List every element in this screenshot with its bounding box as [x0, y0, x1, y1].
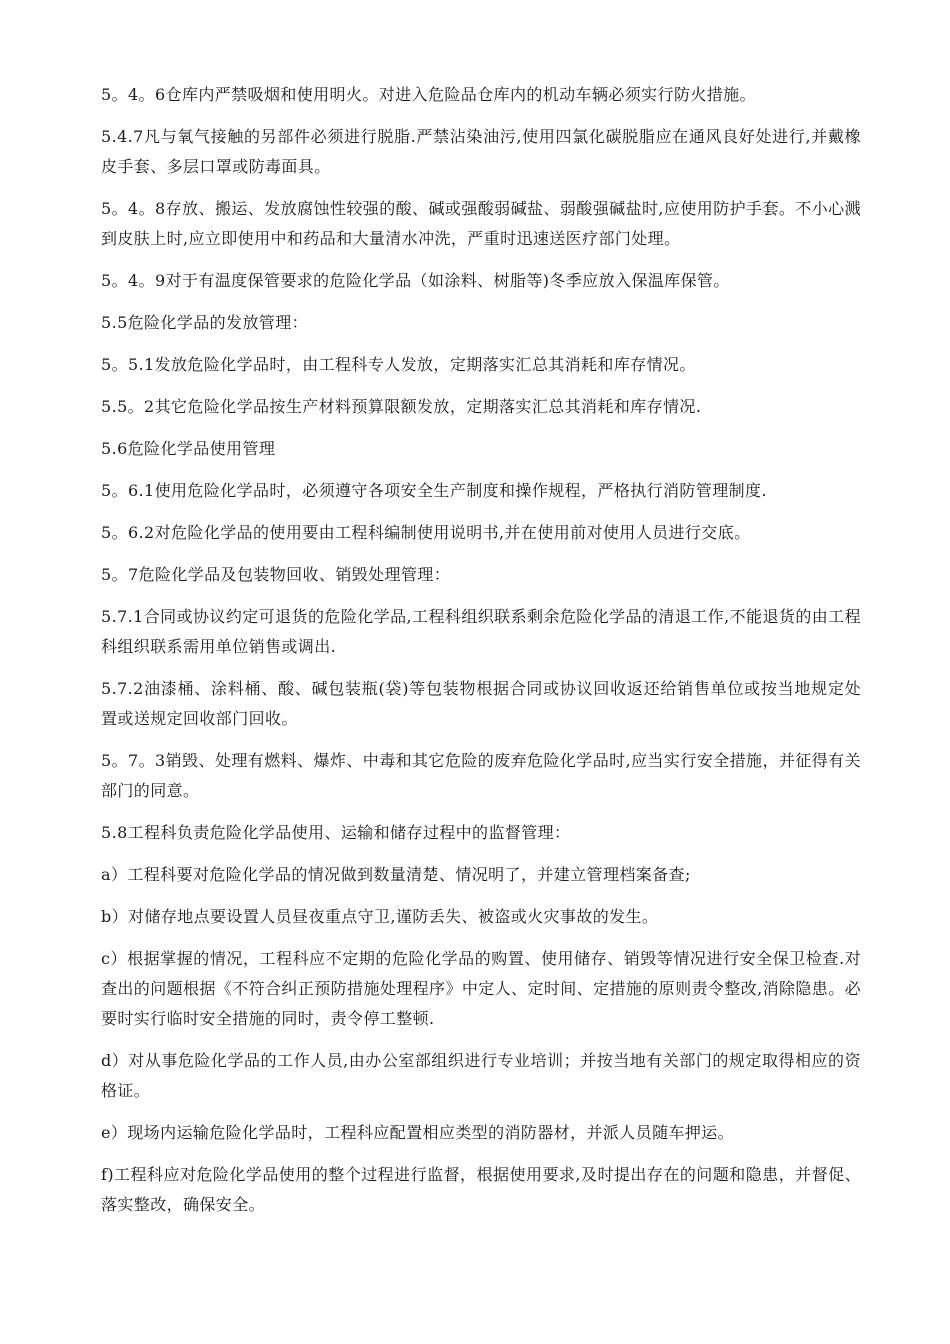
- list-item-d: d）对从事危险化学品的工作人员,由办公室部组织进行专业培训；并按当地有关部门的规定取得相应的资格证。: [101, 1051, 861, 1100]
- list-item-c: c）根据掌握的情况，工程科应不定期的危险化学品的购置、使用储存、销毁等情况进行安全保卫检查.对查出的问题根据《不符合纠正预防措施处理程序》中定人、定时间、定措施的原则责令整改,消除隐患。必要时实行临时安全措施的同时，责令停工整顿.: [101, 949, 861, 1028]
- paragraph-5-5-1: 5。5.1发放危险化学品时，由工程科专人发放，定期落实汇总其消耗和库存情况。: [101, 355, 696, 374]
- paragraph-5-7-1: 5.7.1合同或协议约定可退货的危险化学品,工程科组织联系剩余危险化学品的清退工作,不能退货的由工程科组织联系需用单位销售或调出.: [101, 607, 861, 656]
- paragraph-5-5-2: 5.5。2其它危险化学品按生产材料预算限额发放，定期落实汇总其消耗和库存情况.: [101, 397, 702, 416]
- document-body: [101, 80, 861, 1232]
- paragraph-5-6-2: 5。6.2对危险化学品的使用要由工程科编制使用说明书,并在使用前对使用人员进行交底。: [101, 523, 751, 542]
- paragraph-5-7-2: 5.7.2油漆桶、涂料桶、酸、碱包装瓶(袋)等包装物根据合同或协议回收返还给销售单位或按当地规定处置或送规定回收部门回收。: [101, 679, 861, 728]
- list-item-b: b）对储存地点要设置人员昼夜重点守卫,谨防丢失、被盗或火灾事故的发生。: [101, 907, 659, 926]
- section-heading-5-8: 5.8工程科负责危险化学品使用、运输和储存过程中的监督管理：: [101, 823, 571, 842]
- section-heading-5-6: 5.6危险化学品使用管理: [101, 439, 276, 458]
- paragraph-5-4-6: 5。4。6仓库内严禁吸烟和使用明火。对进入危险品仓库内的机动车辆必须实行防火措施。: [101, 85, 756, 104]
- list-item-f: f)工程科应对危险化学品使用的整个过程进行监督，根据使用要求,及时提出存在的问题和隐患，并督促、落实整改，确保安全。: [101, 1165, 861, 1214]
- section-heading-5-7: 5。7危险化学品及包装物回收、销毁处理管理：: [101, 565, 451, 584]
- paragraph-5-6-1: 5。6.1使用危险化学品时，必须遵守各项安全生产制度和操作规程，严格执行消防管理制度.: [101, 481, 767, 500]
- section-heading-5-5: 5.5危险化学品的发放管理：: [101, 313, 309, 332]
- paragraph-5-7-3: 5。7。3销毁、处理有燃料、爆炸、中毒和其它危险的废弃危险化学品时,应当实行安全措施，并征得有关部门的同意。: [101, 751, 861, 800]
- list-item-a: a）工程科要对危险化学品的情况做到数量清楚、情况明了，并建立管理档案备查;: [101, 865, 691, 884]
- paragraph-5-4-8: 5。4。8存放、搬运、发放腐蚀性较强的酸、碱或强酸弱碱盐、弱酸强碱盐时,应使用防护手套。不小心溅到皮肤上时,应立即使用中和药品和大量清水冲洗，严重时迅速送医疗部门处理。: [101, 199, 861, 248]
- paragraph-5-4-7: 5.4.7凡与氧气接触的另部件必须进行脱脂.严禁沾染油污,使用四氯化碳脱脂应在通风良好处进行,并戴橡皮手套、多层口罩或防毒面具。: [101, 127, 861, 176]
- paragraph-5-4-9: 5。4。9对于有温度保管要求的危险化学品（如涂料、树脂等)冬季应放入保温库保管。: [101, 271, 730, 290]
- list-item-e: e）现场内运输危险化学品时，工程科应配置相应类型的消防器材，并派人员随车押运。: [101, 1123, 735, 1142]
